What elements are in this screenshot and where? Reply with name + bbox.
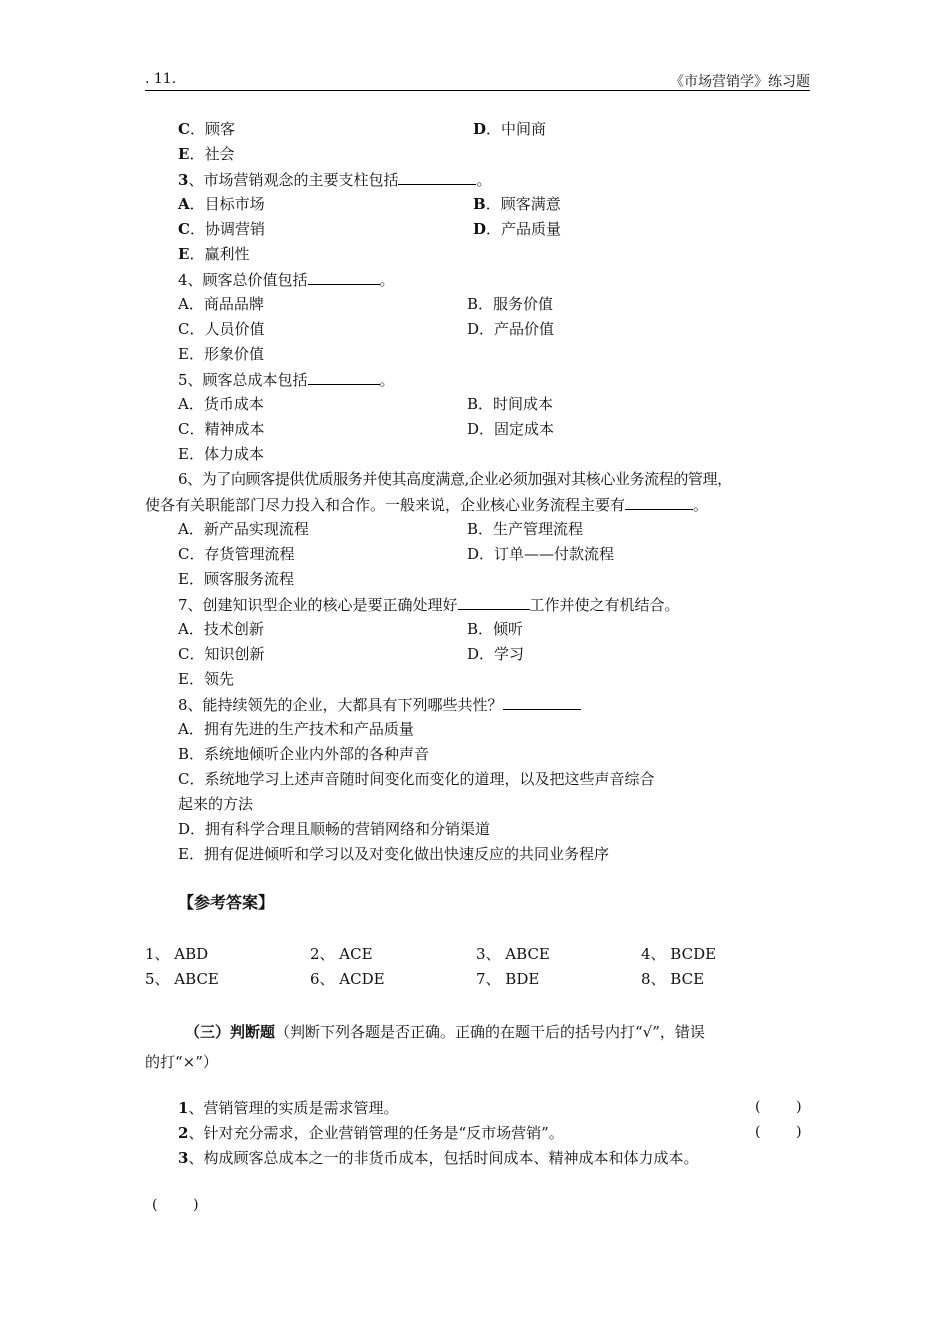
question-4-stem: 4、顾客总价值包括 。 (178, 271, 395, 289)
option-q5-c: C．精神成本 (178, 420, 265, 438)
answer-item: 8、 BCE (641, 970, 705, 988)
option-q7-e: E．领先 (178, 670, 234, 688)
answer-item: 4、 BCDE (641, 945, 717, 963)
option-q8-c-continued: 起来的方法 (178, 795, 254, 813)
option-q3-d: D．产品质量 (473, 220, 562, 238)
option-q5-b: B．时间成本 (467, 395, 554, 413)
option-q8-e: E．拥有促进倾听和学习以及对变化做出快速反应的共同业务程序 (178, 845, 609, 863)
option-q5-a: A．货币成本 (178, 395, 264, 413)
judge-instruction-line1: （判断下列各题是否正确。正确的在题干后的括号内打“√”，错误 (275, 1023, 705, 1041)
option-q6-d: D．订单——付款流程 (467, 545, 615, 563)
option-q6-a: A．新产品实现流程 (178, 520, 309, 538)
answers-title: 【参考答案】 (178, 893, 275, 912)
question-3-stem: 3、市场营销观念的主要支柱包括 。 (178, 171, 492, 189)
answer-item: 2、 ACE (310, 945, 373, 963)
judge-heading: （三）判断题 (185, 1023, 276, 1041)
option-q6-b: B．生产管理流程 (467, 520, 584, 538)
question-5-stem: 5、顾客总成本包括 。 (178, 371, 395, 389)
answer-item: 6、 ACDE (310, 970, 385, 988)
option-q2-e: E．社会 (178, 145, 235, 163)
judge-item-1: 1、营销管理的实质是需求管理。 (178, 1099, 399, 1117)
option-q5-d: D．固定成本 (467, 420, 555, 438)
judge-section-heading (145, 1017, 810, 1077)
question-8-stem: 8、能持续领先的企业，大都具有下列哪些共性？ (178, 694, 581, 715)
answer-item: 5、 ABCE (145, 970, 219, 988)
option-q4-c: C．人员价值 (178, 320, 265, 338)
page-header (145, 71, 810, 91)
option-q6-c: C．存货管理流程 (178, 545, 295, 563)
option-q5-e: E．体力成本 (178, 445, 264, 463)
option-q6-e: E．顾客服务流程 (178, 570, 294, 588)
answer-blank-1[interactable]: ( ) (755, 1099, 802, 1115)
option-q4-b: B．服务价值 (467, 295, 554, 313)
option-q7-c: C．知识创新 (178, 645, 265, 663)
answer-item: 7、 BDE (476, 970, 540, 988)
option-q2-c: C．顾客 (178, 120, 235, 138)
answer-blank-3[interactable]: ( ) (152, 1197, 199, 1213)
option-q8-b: B．系统地倾听企业内外部的各种声音 (178, 745, 430, 763)
option-q3-e: E．赢利性 (178, 245, 250, 263)
page-number: . 11. (145, 71, 177, 87)
option-q7-d: D．学习 (467, 645, 525, 663)
book-title: 《市场营销学》练习题 (670, 74, 810, 90)
option-q2-d: D．中间商 (473, 120, 547, 138)
option-q4-e: E．形象价值 (178, 345, 264, 363)
option-q3-b: B．顾客满意 (473, 195, 561, 213)
option-q3-c: C．协调营销 (178, 220, 265, 238)
option-q3-a: A．目标市场 (178, 195, 265, 213)
option-q7-b: B．倾听 (467, 620, 524, 638)
option-q4-a: A．商品品牌 (178, 295, 264, 313)
question-7-stem: 7、创建知识型企业的核心是要正确处理好 工作并使之有机结合。 (178, 596, 680, 614)
judge-item-3: 3、构成顾客总成本之一的非货币成本，包括时间成本、精神成本和体力成本。 (178, 1149, 699, 1167)
option-q4-d: D．产品价值 (467, 320, 555, 338)
option-q8-a: A．拥有先进的生产技术和产品质量 (178, 720, 414, 738)
question-6-stem-line2: 使各有关职能部门尽力投入和合作。一般来说，企业核心业务流程主要有 。 (145, 496, 709, 514)
option-q8-c: C．系统地学习上述声音随时间变化而变化的道理，以及把这些声音综合 (178, 770, 655, 788)
answer-blank-2[interactable]: ( ) (755, 1124, 802, 1140)
judge-instruction-line2: 的打“×”） (145, 1053, 218, 1071)
answer-item: 1、 ABD (145, 945, 209, 963)
judge-item-2: 2、针对充分需求，企业营销管理的任务是“反市场营销”。 (178, 1124, 564, 1142)
question-6-stem-line1: 6、为了向顾客提供优质服务并使其高度满意,企业必须加强对其核心业务流程的管理， (178, 470, 732, 488)
answer-item: 3、 ABCE (476, 945, 550, 963)
option-q7-a: A．技术创新 (178, 620, 264, 638)
option-q8-d: D．拥有科学合理且顺畅的营销网络和分销渠道 (178, 820, 491, 838)
